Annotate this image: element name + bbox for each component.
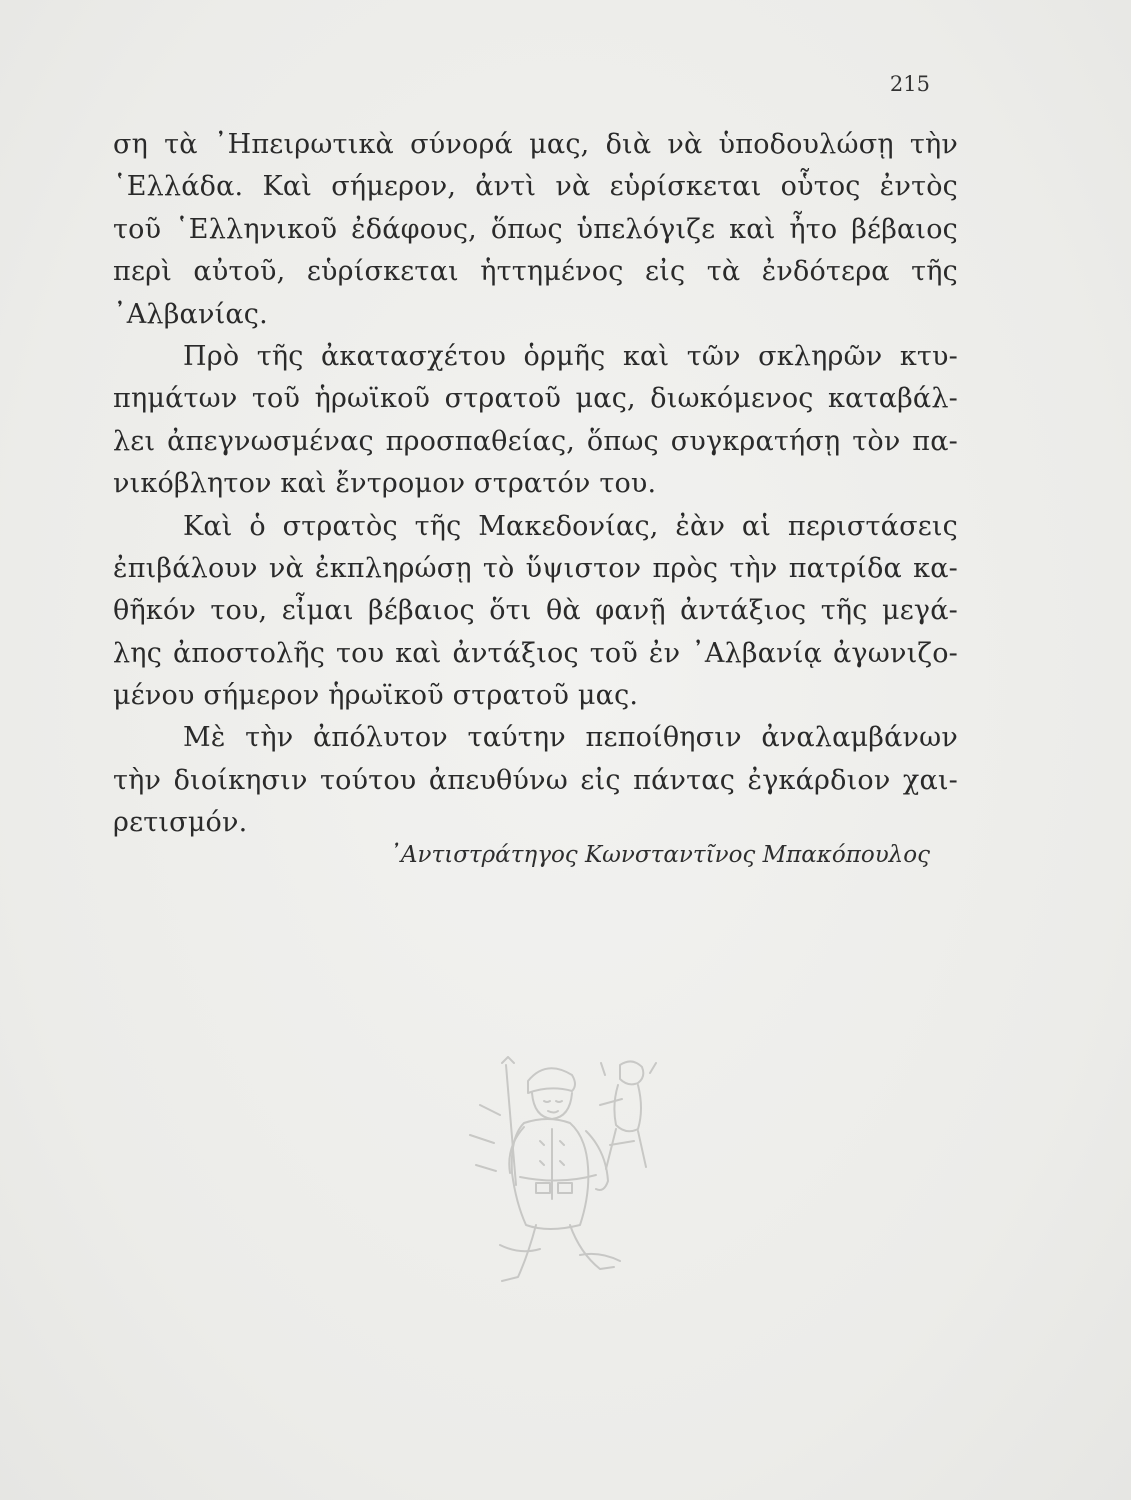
text-line: ᾿Αλβανίας. [113,298,268,330]
text-line: μένου σήμερον ἡρωϊκοῦ στρατοῦ μας. [113,680,639,712]
text-line: τὴν διοίκησιν τούτου ἀπευθύνω εἰς πάντας ἐγκάρδιον χαι- [113,764,958,796]
text-line: περὶ αὐτοῦ, εὑρίσκεται ἡττημένος εἰς τὰ ἐνδότερα τῆς [113,256,958,288]
text-line: Μὲ τὴν ἀπόλυτον ταύτην πεποίθησιν ἀναλαμβάνων [183,722,958,754]
text-line: ῾Ελλάδα. Καὶ σήμερον, ἀντὶ νὰ εὑρίσκεται οὗτος ἐντὸς [113,171,958,203]
signature: ᾿Αντιστράτηγος Κωνσταντῖνος Μπακόπουλος [389,842,930,868]
text-line: πημάτων τοῦ ἡρωϊκοῦ στρατοῦ μας, διωκόμενος καταβάλ- [113,383,958,415]
text-line: ρετισμόν. [113,807,248,839]
text-line: λει ἀπεγνωσμένας προσπαθείας, ὅπως συγκρατήσῃ τὸν πα- [113,425,958,457]
page-number: 215 [889,72,930,96]
text-line: ση τὰ ᾿Ηπειρωτικὰ σύνορά μας, διὰ νὰ ὑποδουλώσῃ τὴν [113,129,958,160]
text-line: Πρὸ τῆς ἀκατασχέτου ὁρμῆς καὶ τῶν σκληρῶν κτυ- [183,340,958,372]
text-line: θῆκόν του, εἶμαι βέβαιος ὅτι θὰ φανῇ ἀντάξιος τῆς μεγά- [113,595,958,627]
text-line: ἐπιβάλουν νὰ ἐκπληρώσῃ τὸ ὕψιστον πρὸς τὴν πατρίδα κα- [113,552,958,584]
text-line: λης ἀποστολῆς του καὶ ἀντάξιος τοῦ ἐν ᾿Αλβανίᾳ ἀγωνιζο- [113,637,958,669]
text-line: Καὶ ὁ στρατὸς τῆς Μακεδονίας, ἐὰν αἱ περιστάσεις [183,510,958,542]
marching-soldier-illustration-icon [440,1045,690,1305]
text-line: τοῦ ῾Ελληνικοῦ ἐδάφους, ὅπως ὑπελόγιζε καὶ ἦτο βέβαιος [113,213,958,245]
body-text [113,124,958,845]
text-line: νικόβλητον καὶ ἔντρομον στρατόν του. [113,468,657,500]
